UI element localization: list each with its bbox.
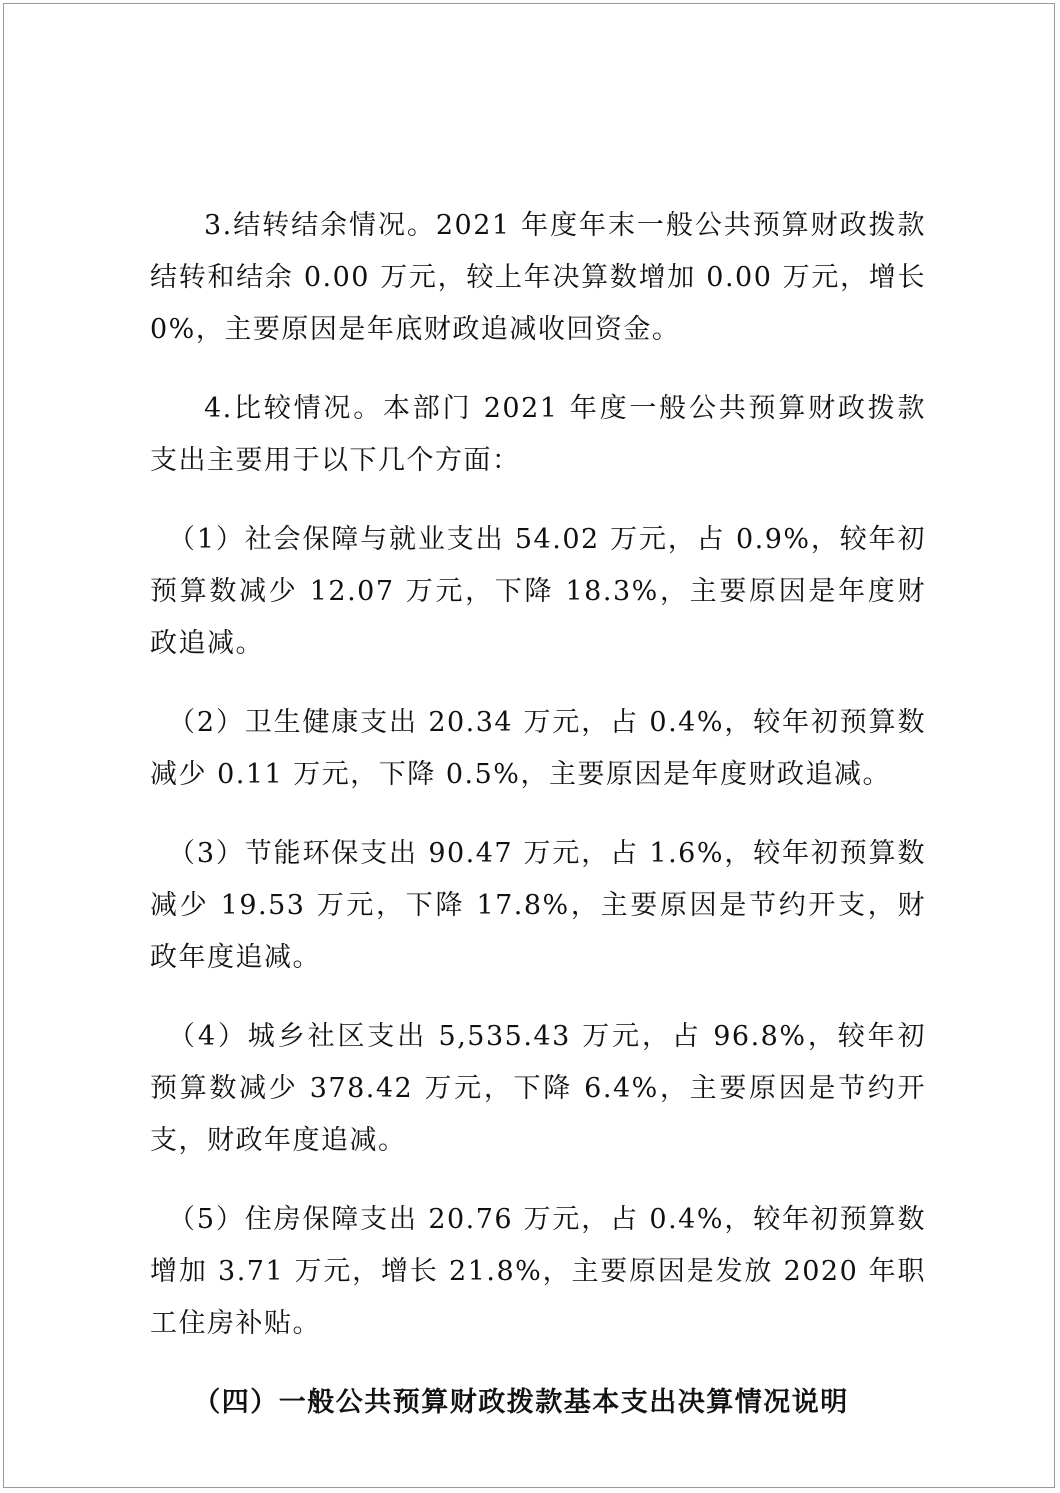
paragraph-item-housing: （5）住房保障支出 20.76 万元，占 0.4%，较年初预算数增加 3.71 万元，增长 21.8%，主要原因是发放 2020 年职工住房补贴。 (150, 1204, 926, 1339)
paragraph-carryover-balance: 3.结转结余情况。2021 年度年末一般公共预算财政拨款结转和结余 0.00 万元，较上年决算数增加 0.00 万元，增长 0%，主要原因是年底财政追减收回资金。 (150, 210, 926, 345)
document-body (150, 200, 926, 1429)
section-heading: （四）一般公共预算财政拨款基本支出决算情况说明 (193, 1387, 849, 1418)
paragraph-item-social-security: （1）社会保障与就业支出 54.02 万元，占 0.9%，较年初预算数减少 12.07 万元，下降 18.3%，主要原因是年度财政追减。 (150, 524, 926, 659)
paragraph-comparison-intro: 4.比较情况。本部门 2021 年度一般公共预算财政拨款支出主要用于以下几个方面： (150, 393, 926, 476)
paragraph-item-urban-rural: （4）城乡社区支出 5,535.43 万元，占 96.8%，较年初预算数减少 378.42 万元，下降 6.4%，主要原因是节约开支，财政年度追减。 (150, 1021, 926, 1156)
paragraph-item-health: （2）卫生健康支出 20.34 万元，占 0.4%，较年初预算数减少 0.11 万元，下降 0.5%，主要原因是年度财政追减。 (150, 707, 926, 790)
document-page (3, 3, 1055, 1488)
paragraph-item-environment: （3）节能环保支出 90.47 万元，占 1.6%，较年初预算数减少 19.53 万元，下降 17.8%，主要原因是节约开支，财政年度追减。 (150, 838, 926, 973)
